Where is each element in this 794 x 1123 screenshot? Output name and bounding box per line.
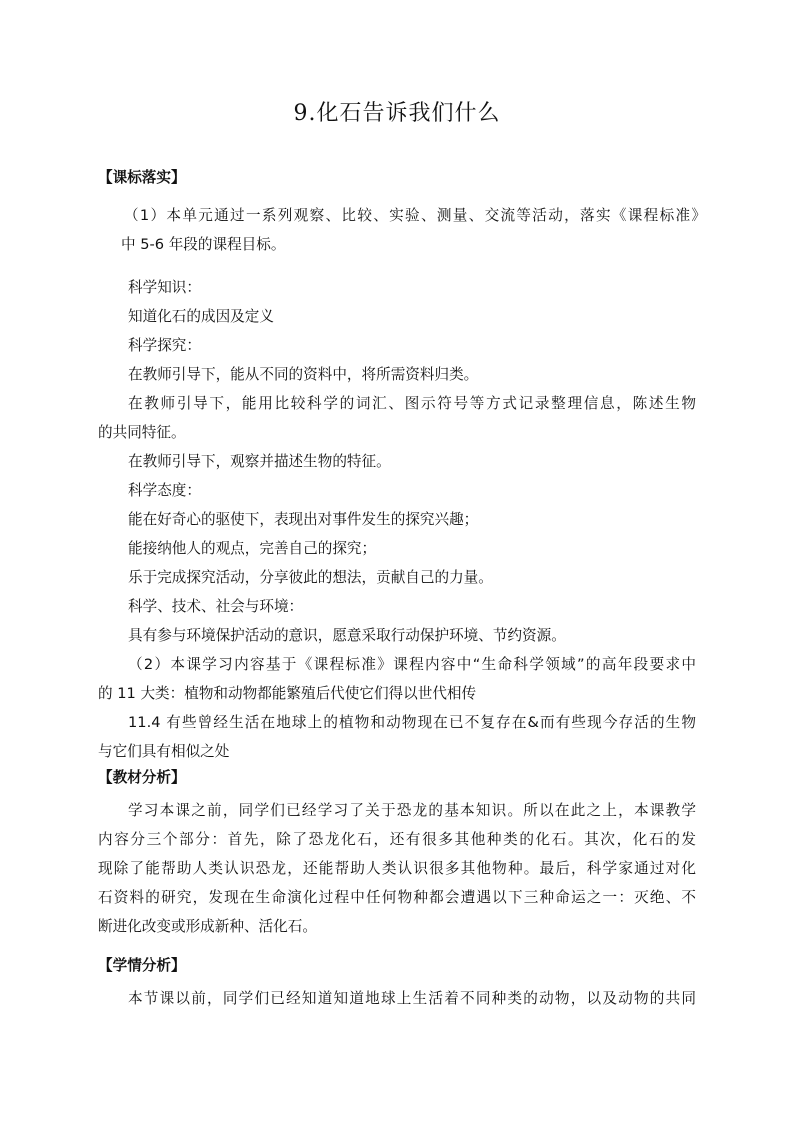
curriculum-paragraph-1-line-1: （1）本单元通过一系列观察、比较、实验、测量、交流等活动，落实《课程标准》: [124, 207, 706, 224]
textbook-line-2: 内容分三个部分：首先，除了恐龙化石，还有很多其他种类的化石。其次，化石的发: [98, 831, 696, 848]
inquiry-item-3: 在教师引导下，观察并描述生物的特征。: [128, 453, 391, 470]
section-heading-textbook: 【教材分析】: [98, 769, 186, 786]
curriculum-paragraph-2-line-1: （2）本课学习内容基于《课程标准》课程内容中“生命科学领域”的高年段要求中: [128, 656, 696, 673]
inquiry-item-1: 在教师引导下，能从不同的资料中，将所需资料归类。: [128, 366, 479, 383]
sts-item-1: 具有参与环境保护活动的意识，愿意采取行动保护环境、节约资源。: [128, 627, 566, 644]
inquiry-label: 科学探究：: [128, 337, 201, 354]
textbook-line-1: 学习本课之前，同学们已经学习了关于恐龙的基本知识。所以在此之上，本课教学: [128, 802, 696, 819]
attitude-item-3: 乐于完成探究活动，分享彼此的想法，贡献自己的力量。: [128, 569, 493, 586]
attitude-item-1: 能在好奇心的驱使下，表现出对事件发生的探究兴趣；: [128, 511, 479, 528]
knowledge-item: 知道化石的成因及定义: [128, 308, 274, 325]
students-line-1: 本节课以前，同学们已经知道知道地球上生活着不同种类的动物，以及动物的共同: [128, 990, 696, 1007]
attitude-item-2: 能接纳他人的观点，完善自己的探究；: [128, 540, 377, 557]
sts-label: 科学、技术、社会与环境：: [128, 598, 304, 615]
section-heading-curriculum: 【课标落实】: [98, 169, 186, 186]
inquiry-item-2-line-1: 在教师引导下，能用比较科学的词汇、图示符号等方式记录整理信息，陈述生物: [128, 395, 696, 412]
textbook-line-3: 现除了能帮助人类认识恐龙，还能帮助人类认识很多其他物种。最后，科学家通过对化: [98, 860, 696, 877]
curriculum-paragraph-3-line-1: 11.4 有些曾经生活在地球上的植物和动物现在已不复存在&而有些现今存活的生物: [128, 714, 696, 731]
textbook-line-5: 断进化改变或形成新种、活化石。: [98, 918, 317, 935]
curriculum-paragraph-2-line-2: 的 11 大类：植物和动物都能繁殖后代使它们得以世代相传: [98, 685, 477, 702]
section-heading-students: 【学情分析】: [98, 957, 186, 974]
document-title: 9.化石告诉我们什么: [293, 101, 501, 126]
knowledge-label: 科学知识：: [128, 279, 201, 296]
inquiry-item-2-line-2: 的共同特征。: [98, 424, 186, 441]
curriculum-paragraph-3-line-2: 与它们具有相似之处: [98, 743, 230, 760]
curriculum-paragraph-1-line-2: 中 5-6 年段的课程目标。: [121, 236, 286, 253]
textbook-line-4: 石资料的研究，发现在生命演化过程中任何物种都会遭遇以下三种命运之一：灭绝、不: [98, 889, 696, 906]
attitude-label: 科学态度：: [128, 482, 201, 499]
